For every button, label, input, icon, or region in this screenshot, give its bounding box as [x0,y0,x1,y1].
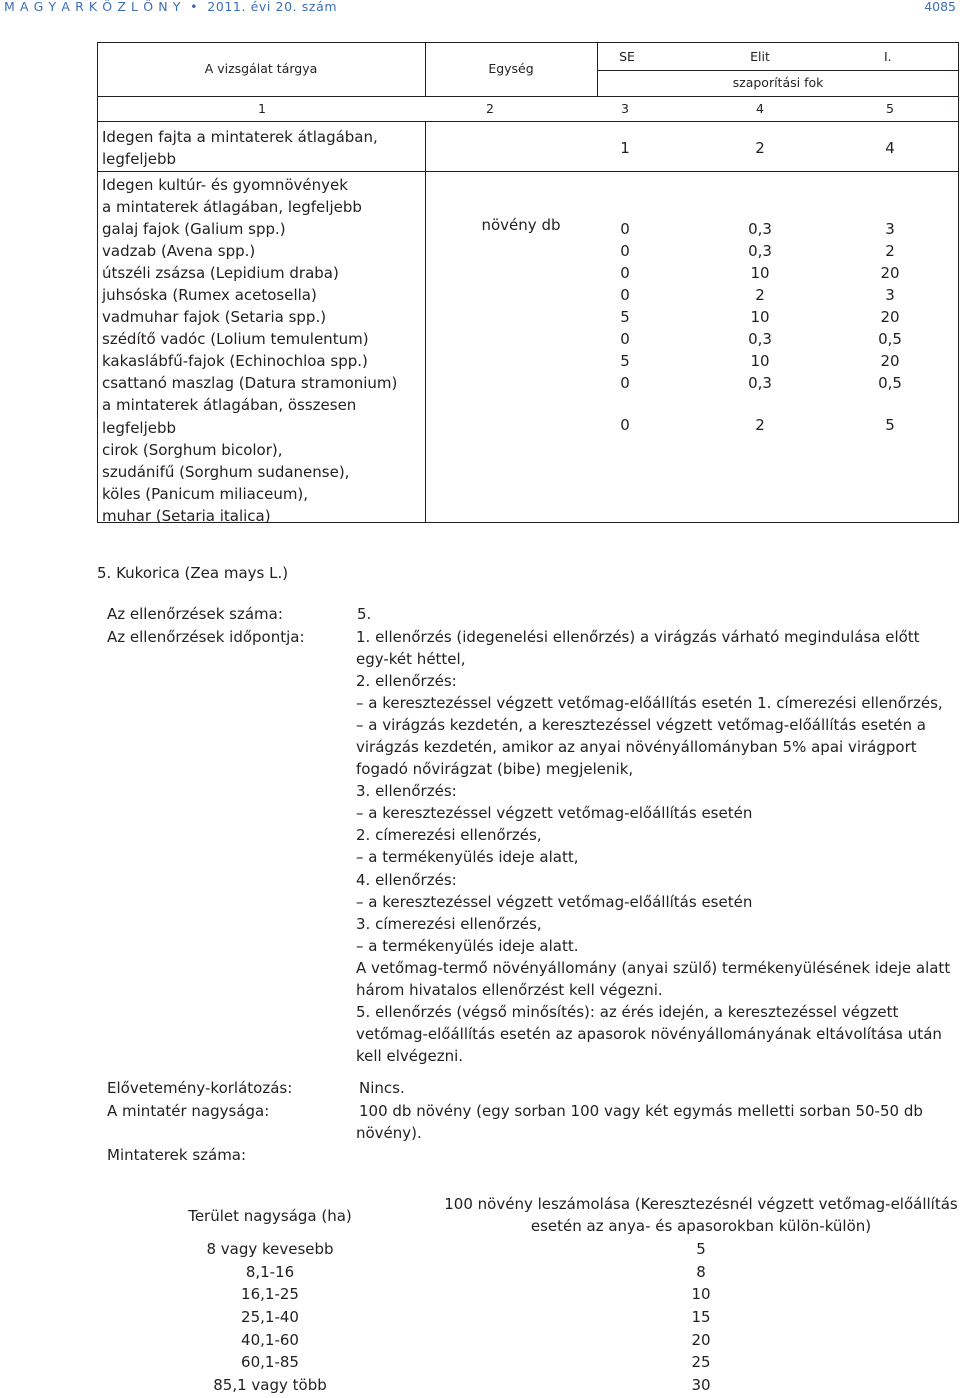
table-line [425,121,426,523]
col-header-elit: Elit [750,49,770,64]
value-elit: 0,3 [748,220,772,238]
value-previous-crop: Nincs. [359,1079,405,1097]
value-i: 20 [880,308,900,327]
table-cell: 8 [696,1262,706,1281]
value-i: 20 [880,352,900,371]
table-row: 8,1-16 [245,1262,295,1281]
label-sample-size: A mintatér nagysága: [107,1102,270,1120]
count-column [661,1238,741,1397]
value-elit-total: 2 [755,416,765,434]
text-line: növény). [356,1124,422,1143]
elit-values [725,218,795,394]
table-line [958,42,959,523]
value-se: 0 [620,330,630,349]
value-i: 0,5 [878,330,902,349]
value-se-total: 0 [620,416,630,434]
text-line: vetőmag-előállítás esetén az apasorok növényállományának eltávolítása után [356,1024,942,1043]
value-elit: 2 [755,286,765,305]
value-i: 3 [885,286,895,305]
table-row: 8 vagy kevesebb [206,1240,334,1258]
value-se: 1 [620,139,630,157]
table-line [97,171,959,172]
unit-plant-count: növény db [481,216,561,234]
col-number: 2 [486,101,494,116]
row-label: a mintaterek átlagában, legfeljebb [102,198,362,217]
value-elit: 10 [750,264,770,283]
header-line: 100 növény leszámolása (Keresztezésnél végzett vetőmag-előállítás [444,1195,958,1213]
table-line [597,70,959,71]
text-line: 2. ellenőrzés: [356,672,457,691]
col-header-area: Terület nagysága (ha) [188,1207,352,1225]
bullet-icon: • [190,0,199,14]
row-label: vadzab (Avena spp.) [102,242,256,261]
row-label: köles (Panicum miliaceum), [102,484,309,503]
value-elit: 0,3 [748,330,772,349]
page-number: 4085 [924,0,956,14]
row-label: legfeljebb [102,150,177,169]
table-row: 85,1 vagy több [213,1376,327,1395]
text-line: 4. ellenőrzés: [356,870,457,889]
text-line: A vetőmag-termő növényállomány (anyai szülő) termékenyülésének ideje alatt [356,958,951,977]
row-label: csattanó maszlag (Datura stramonium) [102,374,398,393]
text-line: – a termékenyülés ideje alatt, [356,848,579,867]
table-cell: 5 [696,1240,706,1258]
text-line: 3. címerezési ellenőrzés, [356,914,542,933]
text-line: – a keresztezéssel végzett vetőmag-előállítás esetén [356,804,753,823]
col-number: 1 [258,101,266,116]
col-header-grade: szaporítási fok [732,75,824,90]
value-i: 4 [885,139,895,157]
value-elit: 10 [750,308,770,327]
table-line [97,121,959,122]
value-i-total: 5 [885,416,895,434]
row-label: kakaslábfű-fajok (Echinochloa spp.) [102,352,368,371]
se-values [605,218,645,394]
inspection-dates-text [356,626,950,1067]
col-number: 4 [756,101,764,116]
label-sample-count: Mintaterek száma: [107,1146,247,1164]
col-header-unit: Egység [488,61,534,76]
col-number: 3 [621,101,629,116]
page-header [0,0,960,14]
text-line: virágzás kezdetén, amikor az anyai növényállományban 5% apai virágport [356,738,917,757]
value-i: 3 [885,220,895,238]
value-se: 0 [620,220,630,238]
col-header-subject: A vizsgálat tárgya [204,61,318,76]
table-cell: 20 [691,1330,711,1349]
text-line: 1. ellenőrzés (idegenelési ellenőrzés) a virágzás várható megindulása előtt [356,628,920,646]
value-i: 2 [885,242,895,261]
value-inspection-count: 5. [357,605,372,623]
issue-label: 2011. évi 20. szám [207,0,338,14]
row-label: cirok (Sorghum bicolor), [102,440,283,459]
text-line: kell elvégezni. [356,1046,464,1065]
value-elit: 2 [755,139,765,157]
header-line: esetén az anya- és apasorokban külön-külön) [530,1217,872,1235]
text-line: – a keresztezéssel végzett vetőmag-előállítás esetén [356,892,753,911]
label-inspection-dates: Az ellenőrzések időpontja: [107,628,305,646]
text-line: – a keresztezéssel végzett vetőmag-előállítás esetén 1. címerezési ellenőrzés, [356,694,943,713]
value-se: 0 [620,286,630,305]
row-foreign-variety [102,126,378,170]
text-line: – a termékenyülés ideje alatt. [356,936,579,955]
text-line: három hivatalos ellenőrzést kell végezni. [356,980,663,999]
row-label: juhsóska (Rumex acetosella) [102,286,317,305]
table-line [97,42,959,43]
value-se: 0 [620,374,630,393]
row-label: Idegen fajta a mintaterek átlagában, [102,128,378,146]
table-row: 40,1-60 [241,1330,299,1349]
table-row: 60,1-85 [241,1353,299,1372]
table-row: 16,1-25 [241,1285,299,1304]
row-label: útszéli zsázsa (Lepidium draba) [102,264,339,283]
value-elit: 0,3 [748,242,772,261]
value-i: 0,5 [878,374,902,393]
table-row: 25,1-40 [241,1308,299,1327]
row-label: szédítő vadóc (Lolium temulentum) [102,330,369,349]
value-i: 20 [880,264,900,283]
col-number: 5 [886,101,894,116]
area-column [150,1238,390,1397]
section-title: 5. Kukorica (Zea mays L.) [97,564,289,582]
journal-title: M A G Y A R K Ö Z L Ö N Y • 2011. évi 20. szám [4,0,338,14]
row-label: legfeljebb [102,418,177,437]
table-cell: 15 [691,1308,711,1327]
row-label: Idegen kultúr- és gyomnövények [102,176,348,194]
text-line: egy-két héttel, [356,650,466,669]
value-se: 0 [620,264,630,283]
col-header-i: I. [884,49,892,64]
col-header-se: SE [619,49,635,64]
row-label: a mintaterek átlagában, összesen [102,396,357,415]
text-line: fogadó nővirágzat (bibe) megjelenik, [356,760,634,779]
row-label: szudánifű (Sorghum sudanense), [102,462,350,481]
value-se: 5 [620,308,630,327]
value-elit: 10 [750,352,770,371]
label-inspection-count: Az ellenőrzések száma: [107,605,283,623]
label-previous-crop: Elővetemény-korlátozás: [107,1079,293,1097]
row-label: vadmuhar fajok (Setaria spp.) [102,308,327,327]
text-line: – a virágzás kezdetén, a keresztezéssel végzett vetőmag-előállítás esetén a [356,716,926,735]
row-label: galaj fajok (Galium spp.) [102,220,286,239]
sample-size-text [356,1100,923,1144]
col-header-count [440,1193,960,1237]
value-elit: 0,3 [748,374,772,393]
row-weeds [102,174,397,527]
value-se: 5 [620,352,630,371]
value-se: 0 [620,242,630,261]
table-cell: 25 [691,1353,711,1372]
text-line: 100 db növény (egy sorban 100 vagy két egymás melletti sorban 50-50 db [359,1102,923,1120]
row-label: muhar (Setaria italica) [102,506,271,525]
table-cell: 30 [691,1376,711,1395]
table-line [97,96,959,97]
text-line: 3. ellenőrzés: [356,782,457,801]
table-cell: 10 [691,1285,711,1304]
text-line: 2. címerezési ellenőrzés, [356,826,542,845]
i-values [855,218,925,394]
text-line: 5. ellenőrzés (végső minősítés): az érés idején, a keresztezéssel végzett [356,1002,899,1021]
table-line [97,42,98,523]
